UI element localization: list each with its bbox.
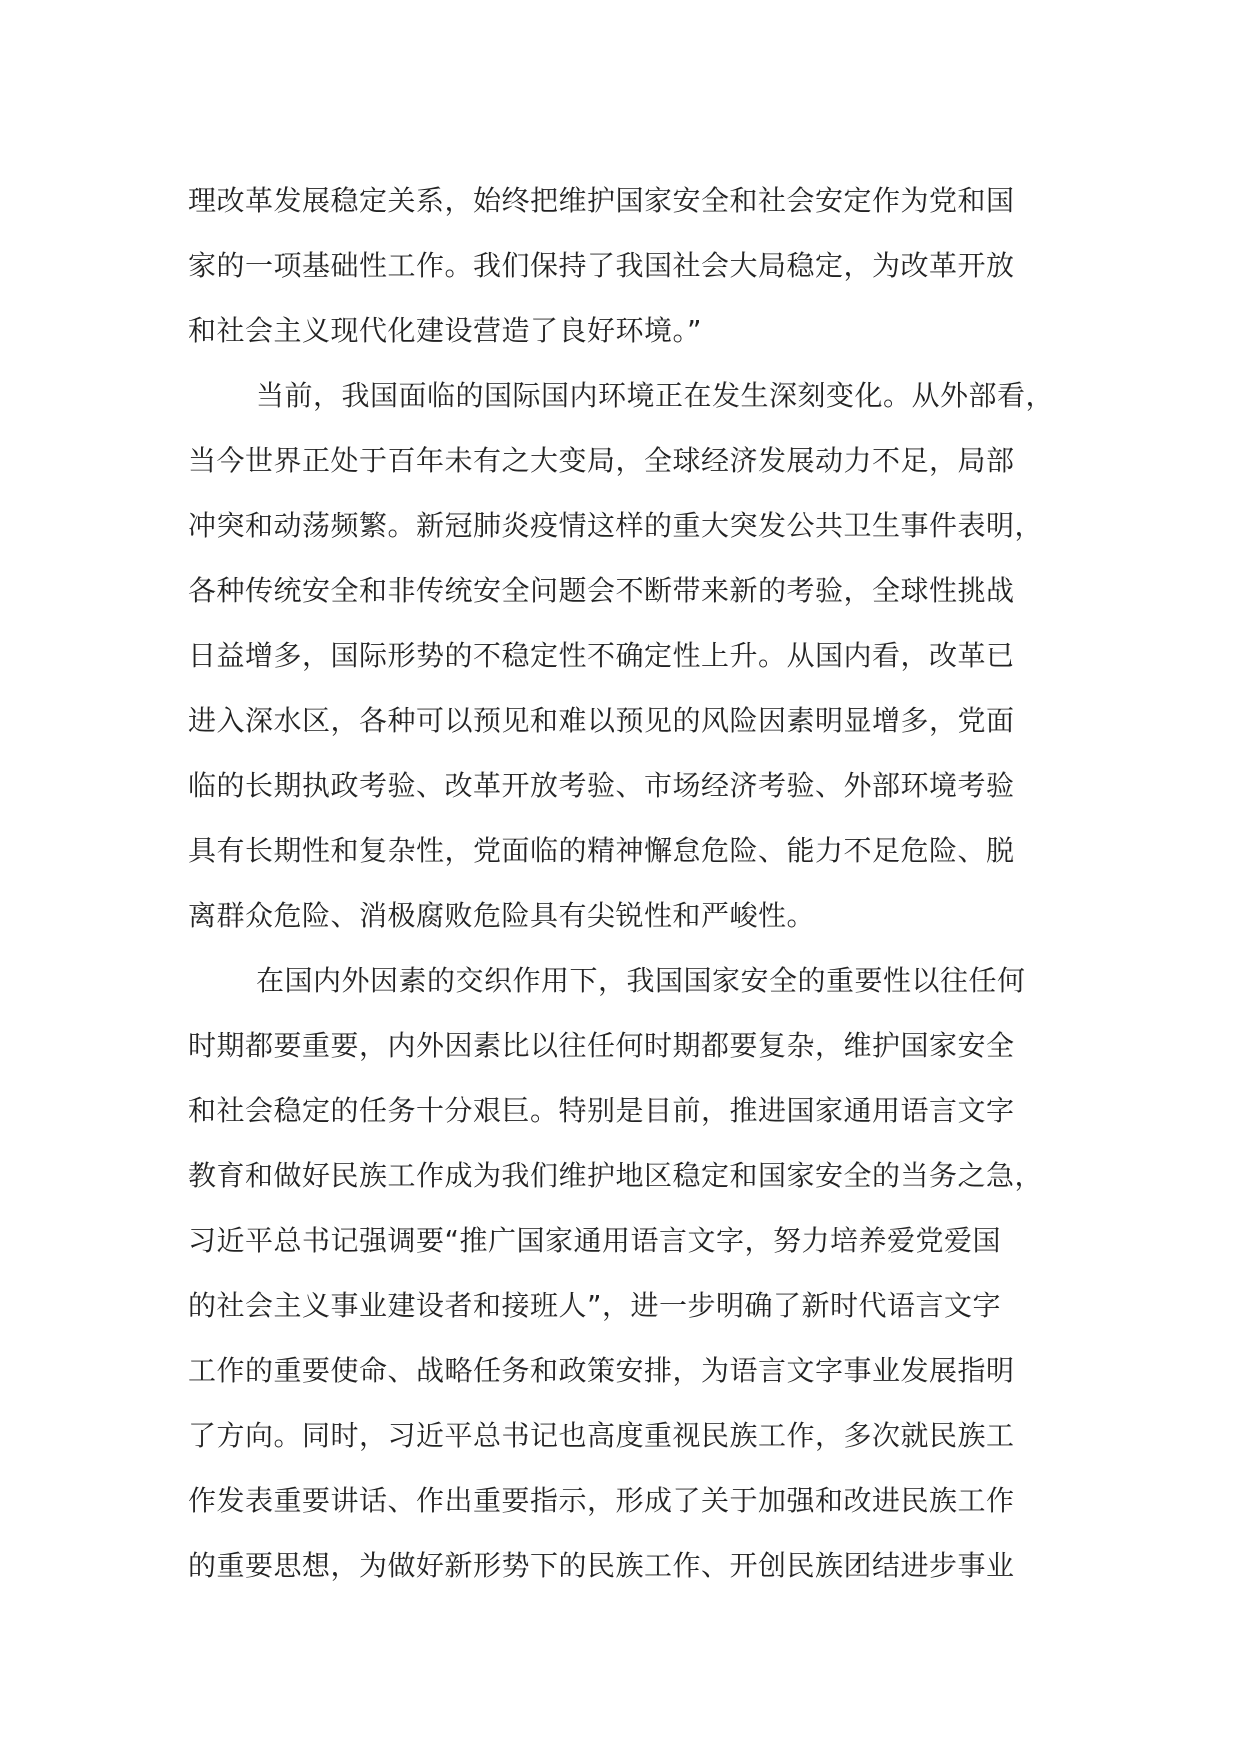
text-line: 具有长期性和复杂性，党面临的精神懈怠危险、能力不足危险、脱	[188, 834, 1015, 867]
text-line: 的重要思想，为做好新形势下的民族工作、开创民族团结进步事业	[188, 1549, 1015, 1582]
text-line: 各种传统安全和非传统安全问题会不断带来新的考验，全球性挑战	[188, 574, 1015, 607]
text-line: 工作的重要使命、战略任务和政策安排，为语言文字事业发展指明	[188, 1354, 1015, 1387]
text-line: 日益增多，国际形势的不稳定性不确定性上升。从国内看，改革已	[188, 639, 1015, 672]
text-line: 进入深水区，各种可以预见和难以预见的风险因素明显增多，党面	[188, 704, 1015, 737]
text-line: 和社会主义现代化建设营造了良好环境。”	[188, 314, 703, 347]
body-text	[188, 168, 1055, 1598]
text-line: 时期都要重要，内外因素比以往任何时期都要复杂，维护国家安全	[188, 1029, 1015, 1062]
text-line: 了方向。同时，习近平总书记也高度重视民族工作，多次就民族工	[188, 1419, 1015, 1452]
paragraph-first-line: 当前，我国面临的国际国内环境正在发生深刻变化。从外部看，	[256, 379, 1055, 412]
text-line: 理改革发展稳定关系，始终把维护国家安全和社会安定作为党和国	[188, 184, 1015, 217]
text-line: 作发表重要讲话、作出重要指示，形成了关于加强和改进民族工作	[188, 1484, 1015, 1517]
text-line: 习近平总书记强调要“推广国家通用语言文字，努力培养爱党爱国	[188, 1224, 1002, 1257]
text-line: 当今世界正处于百年未有之大变局，全球经济发展动力不足，局部	[188, 444, 1015, 477]
text-line: 家的一项基础性工作。我们保持了我国社会大局稳定，为改革开放	[188, 249, 1015, 282]
text-line: 的社会主义事业建设者和接班人”，进一步明确了新时代语言文字	[188, 1289, 1002, 1322]
text-line: 离群众危险、消极腐败危险具有尖锐性和严峻性。	[188, 899, 816, 932]
paragraph-first-line: 在国内外因素的交织作用下，我国国家安全的重要性以往任何	[256, 964, 1026, 997]
text-line: 冲突和动荡频繁。新冠肺炎疫情这样的重大突发公共卫生事件表明，	[188, 509, 1044, 542]
text-line: 和社会稳定的任务十分艰巨。特别是目前，推进国家通用语言文字	[188, 1094, 1015, 1127]
text-line: 教育和做好民族工作成为我们维护地区稳定和国家安全的当务之急，	[188, 1159, 1044, 1192]
text-line: 临的长期执政考验、改革开放考验、市场经济考验、外部环境考验	[188, 769, 1015, 802]
